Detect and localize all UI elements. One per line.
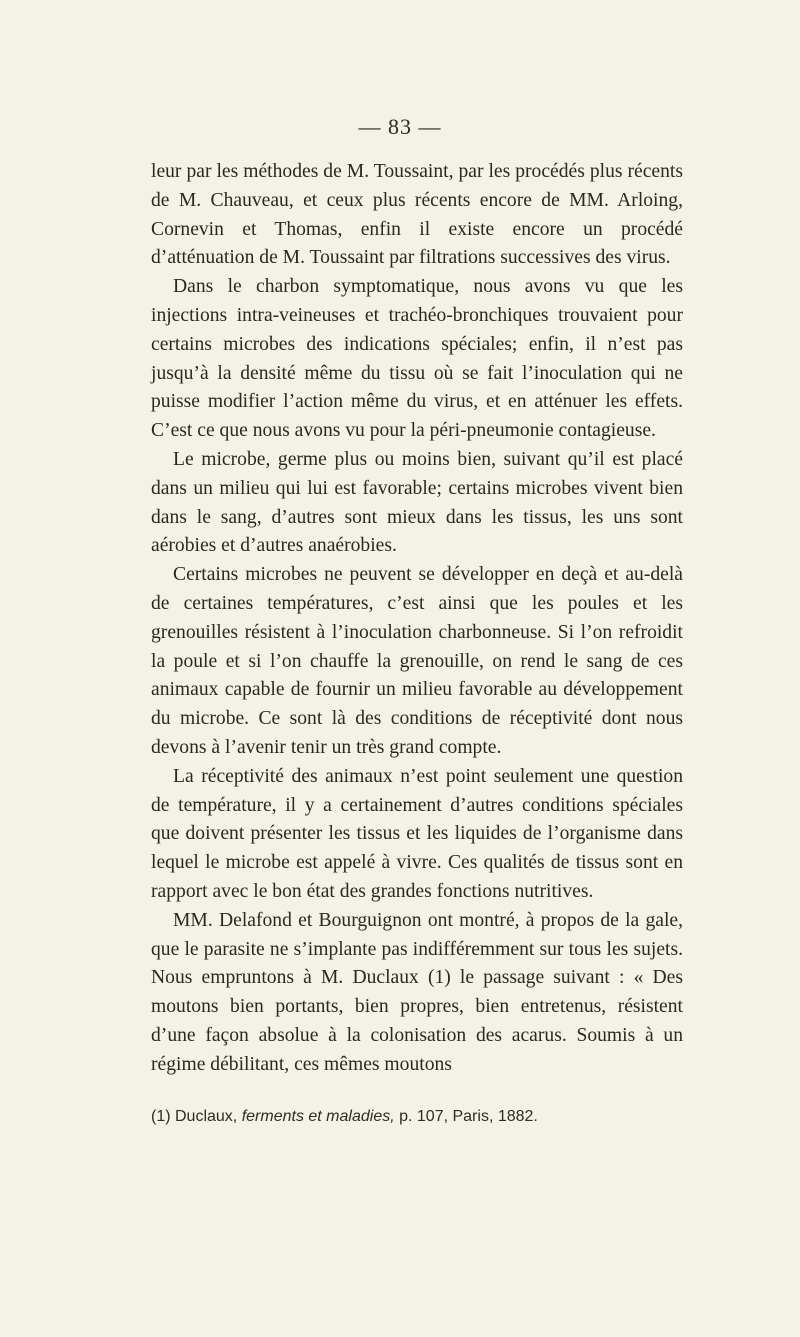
footnote — [151, 1106, 711, 1128]
footnote-title: ferments et maladies, — [241, 1108, 395, 1125]
body-text — [151, 158, 683, 1080]
paragraph: leur par les méthodes de M. Toussaint, par les procédés plus récents de M. Chauveau, et ceux plus récents encore de MM. Arloing, Cornevin et Thomas, enfin il existe encore un procédé d’atténuation de M. Toussaint par filtrations successives des virus. — [151, 161, 683, 269]
paragraph: Certains microbes ne peuvent se développer en deçà et au-delà de certaines températures, c’est ainsi que les poules et les grenouilles résistent à l’inoculation charbonneuse. Si l’on refroidit la poule et si l’on chauffe la grenouille, on rend le sang de ces animaux capable de fournir un milieu favorable au développement du microbe. Ce sont là des conditions de réceptivité dont nous devons à l’avenir tenir un très grand compte. — [151, 564, 683, 758]
footnote-reference: (1) Duclaux, — [151, 1108, 238, 1125]
page-number: — 83 — — [358, 114, 442, 139]
paragraph: Le microbe, germe plus ou moins bien, suivant qu’il est placé dans un milieu qui lui est favorable; certains microbes vivent bien dans le sang, d’autres sont mieux dans les tissus, les uns sont aérobies et d’autres anaérobies. — [151, 448, 683, 557]
footnote-details: p. 107, Paris, 1882. — [399, 1108, 538, 1125]
paragraph: La réceptivité des animaux n’est point seulement une question de température, il y a certainement d’autres conditions spéciales que doivent présenter les tissus et les liquides de l’organisme dans lequel le microbe est appelé à vivre. Ces qualités de tissus sont en rapport avec le bon état des grandes fonctions nutritives. — [151, 765, 683, 902]
paragraph: MM. Delafond et Bourguignon ont montré, à propos de la gale, que le parasite ne s’implante pas indifféremment sur tous les sujets. Nous empruntons à M. Duclaux (1) le passage suivant : « Des moutons bien portants, bien propres, bien entretenus, résistent d’une façon absolue à la colonisation des acarus. Soumis à un régime débilitant, ces mêmes moutons — [151, 909, 683, 1075]
paragraph: Dans le charbon symptomatique, nous avons vu que les injections intra-veineuses et trachéo-bronchiques trouvaient pour certains microbes des indications spéciales; enfin, il n’est pas jusqu’à la densité même du tissu où se fait l’inoculation qui ne puisse modifier l’action même du virus, et en atténuer les effets. C’est ce que nous avons vu pour la péri-pneumonie contagieuse. — [151, 276, 683, 442]
